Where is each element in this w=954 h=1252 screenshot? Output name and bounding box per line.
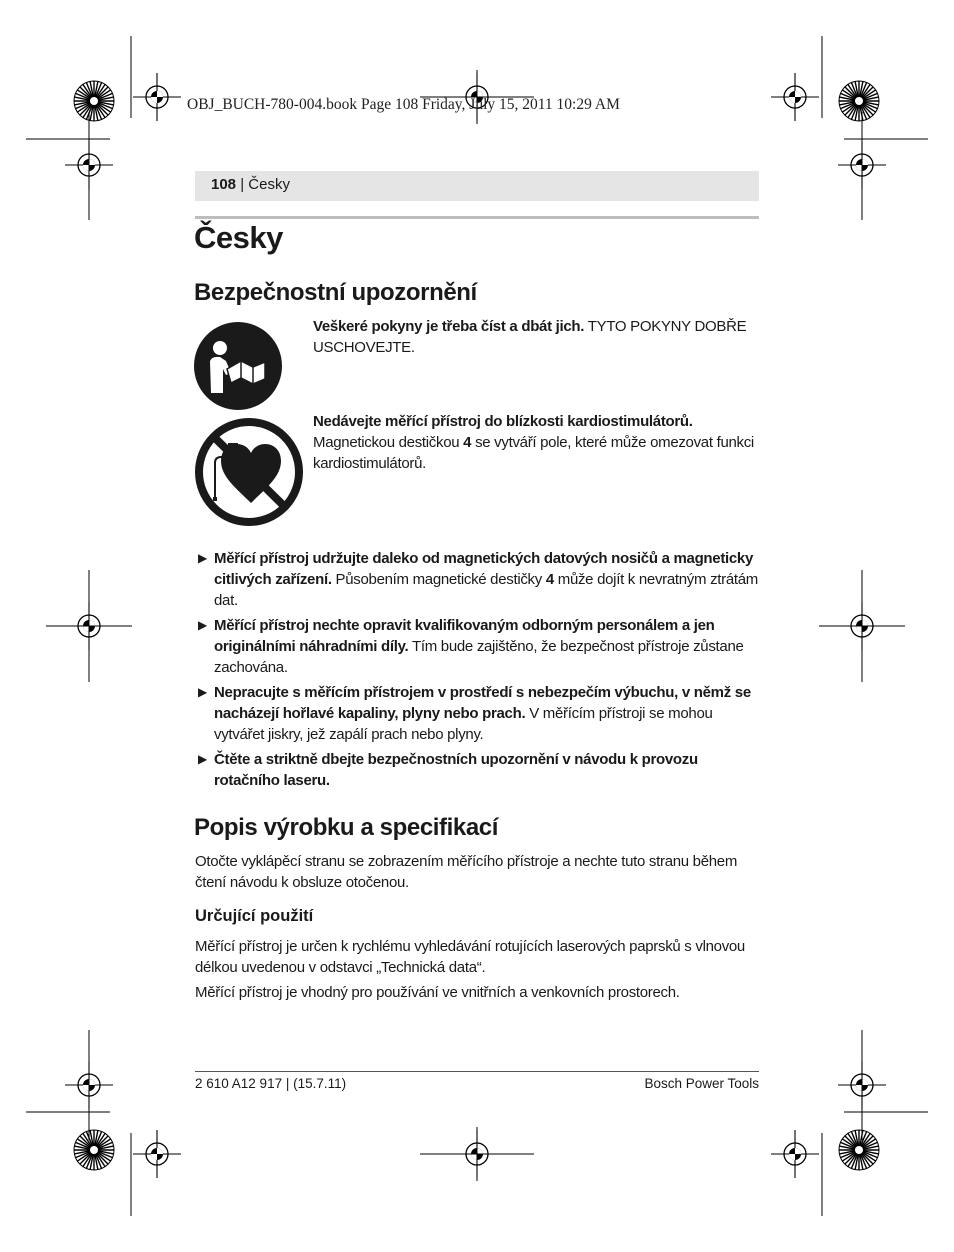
safety-bullet-list bbox=[195, 548, 759, 795]
bullet-arrow-icon: ▶ bbox=[198, 685, 207, 699]
list-item bbox=[195, 682, 759, 745]
list-item bbox=[195, 548, 759, 611]
safety-notice-pacemaker bbox=[313, 411, 759, 474]
bullet-arrow-icon: ▶ bbox=[198, 551, 207, 565]
bullet-text: Působením magnetické destičky bbox=[331, 571, 546, 588]
product-heading: Popis výrobku a specifikací bbox=[194, 814, 499, 841]
bullet-bold: Měřící přístroj nechte opravit kvalifikovaným odborným personálem a jen originálními náhradními díly. bbox=[214, 617, 715, 655]
intended-use-paragraph-1: Měřící přístroj je určen k rychlému vyhledávání rotujících laserových paprsků s vlnovou délkou uvedenou v odstavci „Technická data“. bbox=[195, 938, 745, 976]
bullet-arrow-icon: ▶ bbox=[198, 618, 207, 632]
notice2-text-a: Magnetickou destičkou bbox=[313, 434, 464, 451]
bullet-bold: Měřící přístroj udržujte daleko od magnetických datových nosičů a magneticky citlivých zařízení. bbox=[214, 550, 754, 588]
list-item bbox=[195, 615, 759, 678]
footer-doc-number: 2 610 A12 917 | (15.7.11) bbox=[195, 1076, 347, 1091]
product-intro: Otočte vyklápěcí stranu se zobrazením měřícího přístroje a nechte tuto stranu během čtení návodu k obsluze otočenou. bbox=[195, 853, 738, 891]
read-manual-icon bbox=[193, 321, 283, 411]
list-item bbox=[195, 749, 759, 791]
bullet-number: 4 bbox=[545, 571, 554, 588]
notice2-number: 4 bbox=[463, 434, 472, 451]
footer-brand: Bosch Power Tools bbox=[644, 1076, 759, 1091]
bullet-bold: Čtěte a striktně dbejte bezpečnostních upozornění v návodu k provozu rotačního laseru. bbox=[214, 751, 698, 789]
notice1-text: TYTO POKYNY DOBŘE USCHOVEJTE. bbox=[313, 318, 747, 356]
running-header bbox=[195, 171, 759, 201]
intended-use-heading: Určující použití bbox=[195, 907, 314, 925]
safety-heading: Bezpečnostní upozornění bbox=[194, 279, 477, 306]
notice2-bold: Nedávejte měřící přístroj do blízkosti kardiostimulátorů. bbox=[313, 413, 693, 430]
bullet-bold: Nepracujte s měřícím přístrojem v prostředí s nebezpečím výbuchu, v němž se nacházejí hořlavé kapaliny, plyny nebo prach. bbox=[214, 684, 751, 722]
bullet-text: Tím bude zajištěno, že bezpečnost přístroje zůstane zachována. bbox=[214, 638, 744, 676]
bullet-text-b: může dojít k nevratným ztrátám dat. bbox=[214, 571, 758, 609]
running-header-language: Česky bbox=[248, 176, 290, 193]
bullet-text: V měřícím přístroji se mohou vytvářet jiskry, jež zapálí prach nebo plyny. bbox=[214, 705, 713, 743]
no-pacemaker-icon bbox=[193, 417, 305, 527]
footer-rule bbox=[195, 1071, 759, 1072]
running-header-separator: | bbox=[236, 176, 249, 193]
safety-notice-read-instructions bbox=[313, 316, 759, 358]
page-title: Česky bbox=[194, 220, 283, 255]
notice1-bold: Veškeré pokyny je třeba číst a dbát jich. bbox=[313, 318, 585, 335]
page-number: 108 bbox=[211, 176, 237, 193]
print-header: OBJ_BUCH-780-004.book Page 108 Friday, July 15, 2011 10:29 AM bbox=[187, 96, 620, 113]
bullet-arrow-icon: ▶ bbox=[198, 752, 207, 766]
notice2-text-b: se vytváří pole, které může omezovat funkci kardiostimulátorů. bbox=[313, 434, 754, 472]
header-rule bbox=[195, 216, 759, 219]
intended-use-paragraph-2: Měřící přístroj je vhodný pro používání ve vnitřních a venkovních prostorech. bbox=[195, 984, 680, 1001]
